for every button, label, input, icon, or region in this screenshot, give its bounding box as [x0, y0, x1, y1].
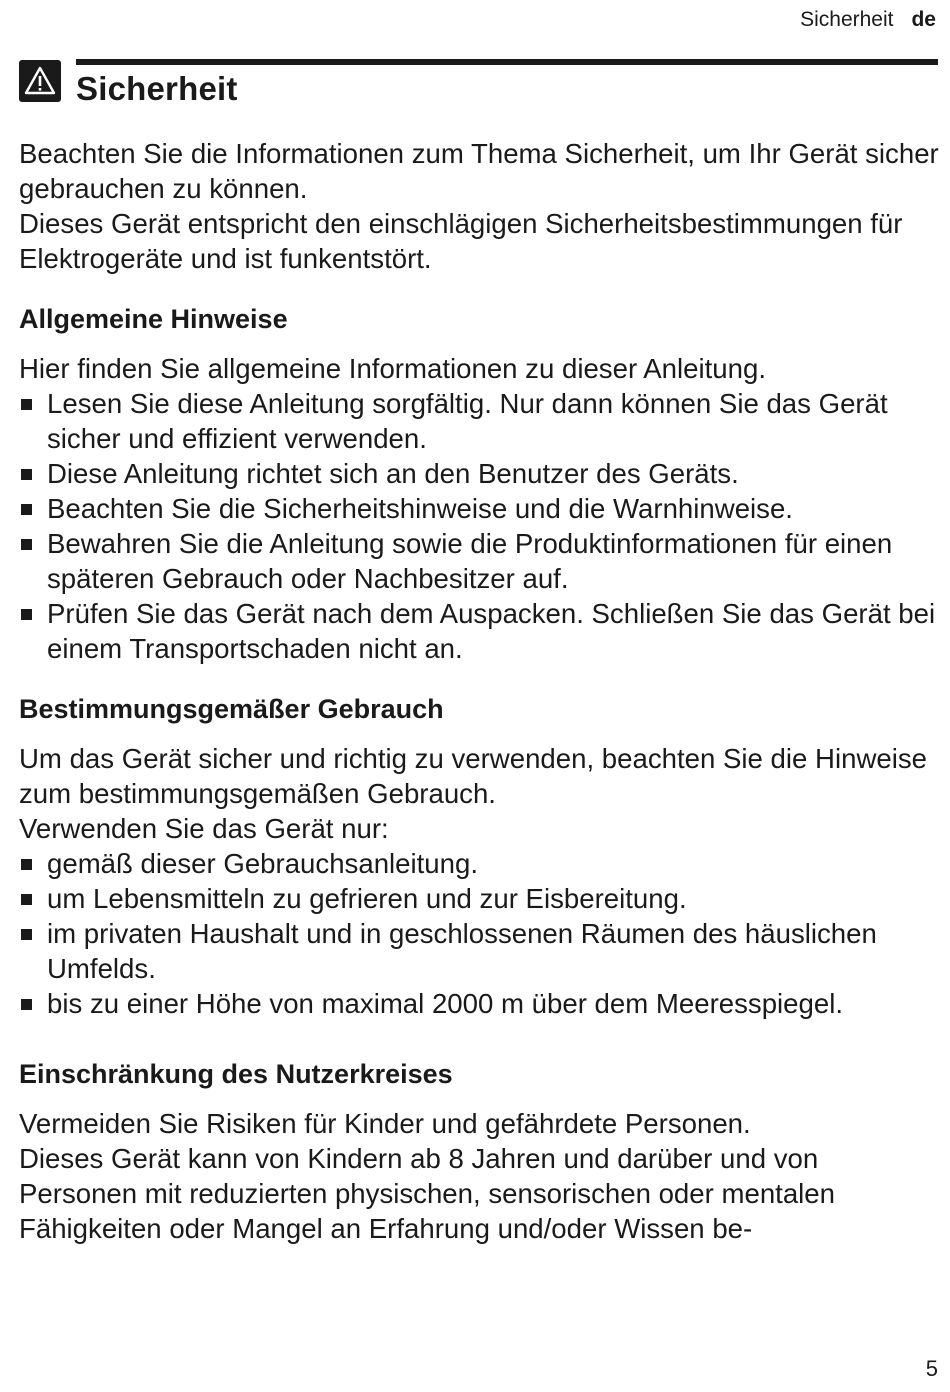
list-item: bis zu einer Höhe von maximal 2000 m über dem Meeresspiegel.	[19, 986, 939, 1021]
list-item: um Lebensmitteln zu gefrieren und zur Eisbereitung.	[19, 881, 939, 916]
restriction-lead: Vermeiden Sie Risiken für Kinder und gefährdete Personen.	[19, 1108, 751, 1139]
intended-use-list	[19, 846, 939, 1021]
intended-use-lead: Um das Gerät sicher und richtig zu verwenden, beachten Sie die Hinweise zum bestimmungsgemäßen Gebrauch.	[19, 743, 927, 809]
intro-paragraph: Beachten Sie die Informationen zum Thema Sicherheit, um Ihr Gerät sicher gebrauchen zu können.	[19, 138, 939, 204]
running-header-language: de	[911, 8, 936, 31]
list-item: Beachten Sie die Sicherheitshinweise und die Warnhinweise.	[19, 491, 939, 526]
list-item: im privaten Haushalt und in geschlossenen Räumen des häuslichen Umfelds.	[19, 916, 939, 986]
page-number: 5	[925, 1356, 938, 1381]
list-item: Lesen Sie diese Anleitung sorgfältig. Nur dann können Sie das Gerät sicher und effizient verwenden.	[19, 386, 939, 456]
page-title: Sicherheit	[76, 70, 238, 107]
title-rule	[76, 59, 938, 65]
running-header-section: Sicherheit	[800, 8, 894, 31]
intended-use-lead2: Verwenden Sie das Gerät nur:	[19, 813, 389, 844]
general-lead: Hier finden Sie allgemeine Informationen zu dieser Anleitung.	[19, 353, 767, 384]
warning-triangle-glyph	[24, 65, 56, 97]
list-item: Diese Anleitung richtet sich an den Benutzer des Geräts.	[19, 456, 939, 491]
general-list	[19, 386, 939, 666]
restriction-text: Dieses Gerät kann von Kindern ab 8 Jahren und darüber und von Personen mit reduzierten physischen, sensorischen oder mentalen Fähigkeiten oder Mangel an Erfahrung und/oder Wissen be-	[19, 1143, 835, 1244]
list-item: gemäß dieser Gebrauchsanleitung.	[19, 846, 939, 881]
section-heading-general: Allgemeine Hinweise	[19, 304, 288, 334]
main-content	[19, 136, 939, 1246]
running-header	[800, 8, 936, 32]
intro-paragraph: Dieses Gerät entspricht den einschlägigen Sicherheitsbestimmungen für Elektrogeräte und ist funkentstört.	[19, 208, 903, 274]
section-heading-intended-use: Bestimmungsgemäßer Gebrauch	[19, 694, 444, 724]
warning-triangle-icon	[19, 60, 61, 102]
section-heading-restriction: Einschränkung des Nutzerkreises	[19, 1059, 453, 1089]
list-item: Bewahren Sie die Anleitung sowie die Produktinformationen für einen späteren Gebrauch oder Nachbesitzer auf.	[19, 526, 939, 596]
list-item: Prüfen Sie das Gerät nach dem Auspacken. Schließen Sie das Gerät bei einem Transportschaden nicht an.	[19, 596, 939, 666]
